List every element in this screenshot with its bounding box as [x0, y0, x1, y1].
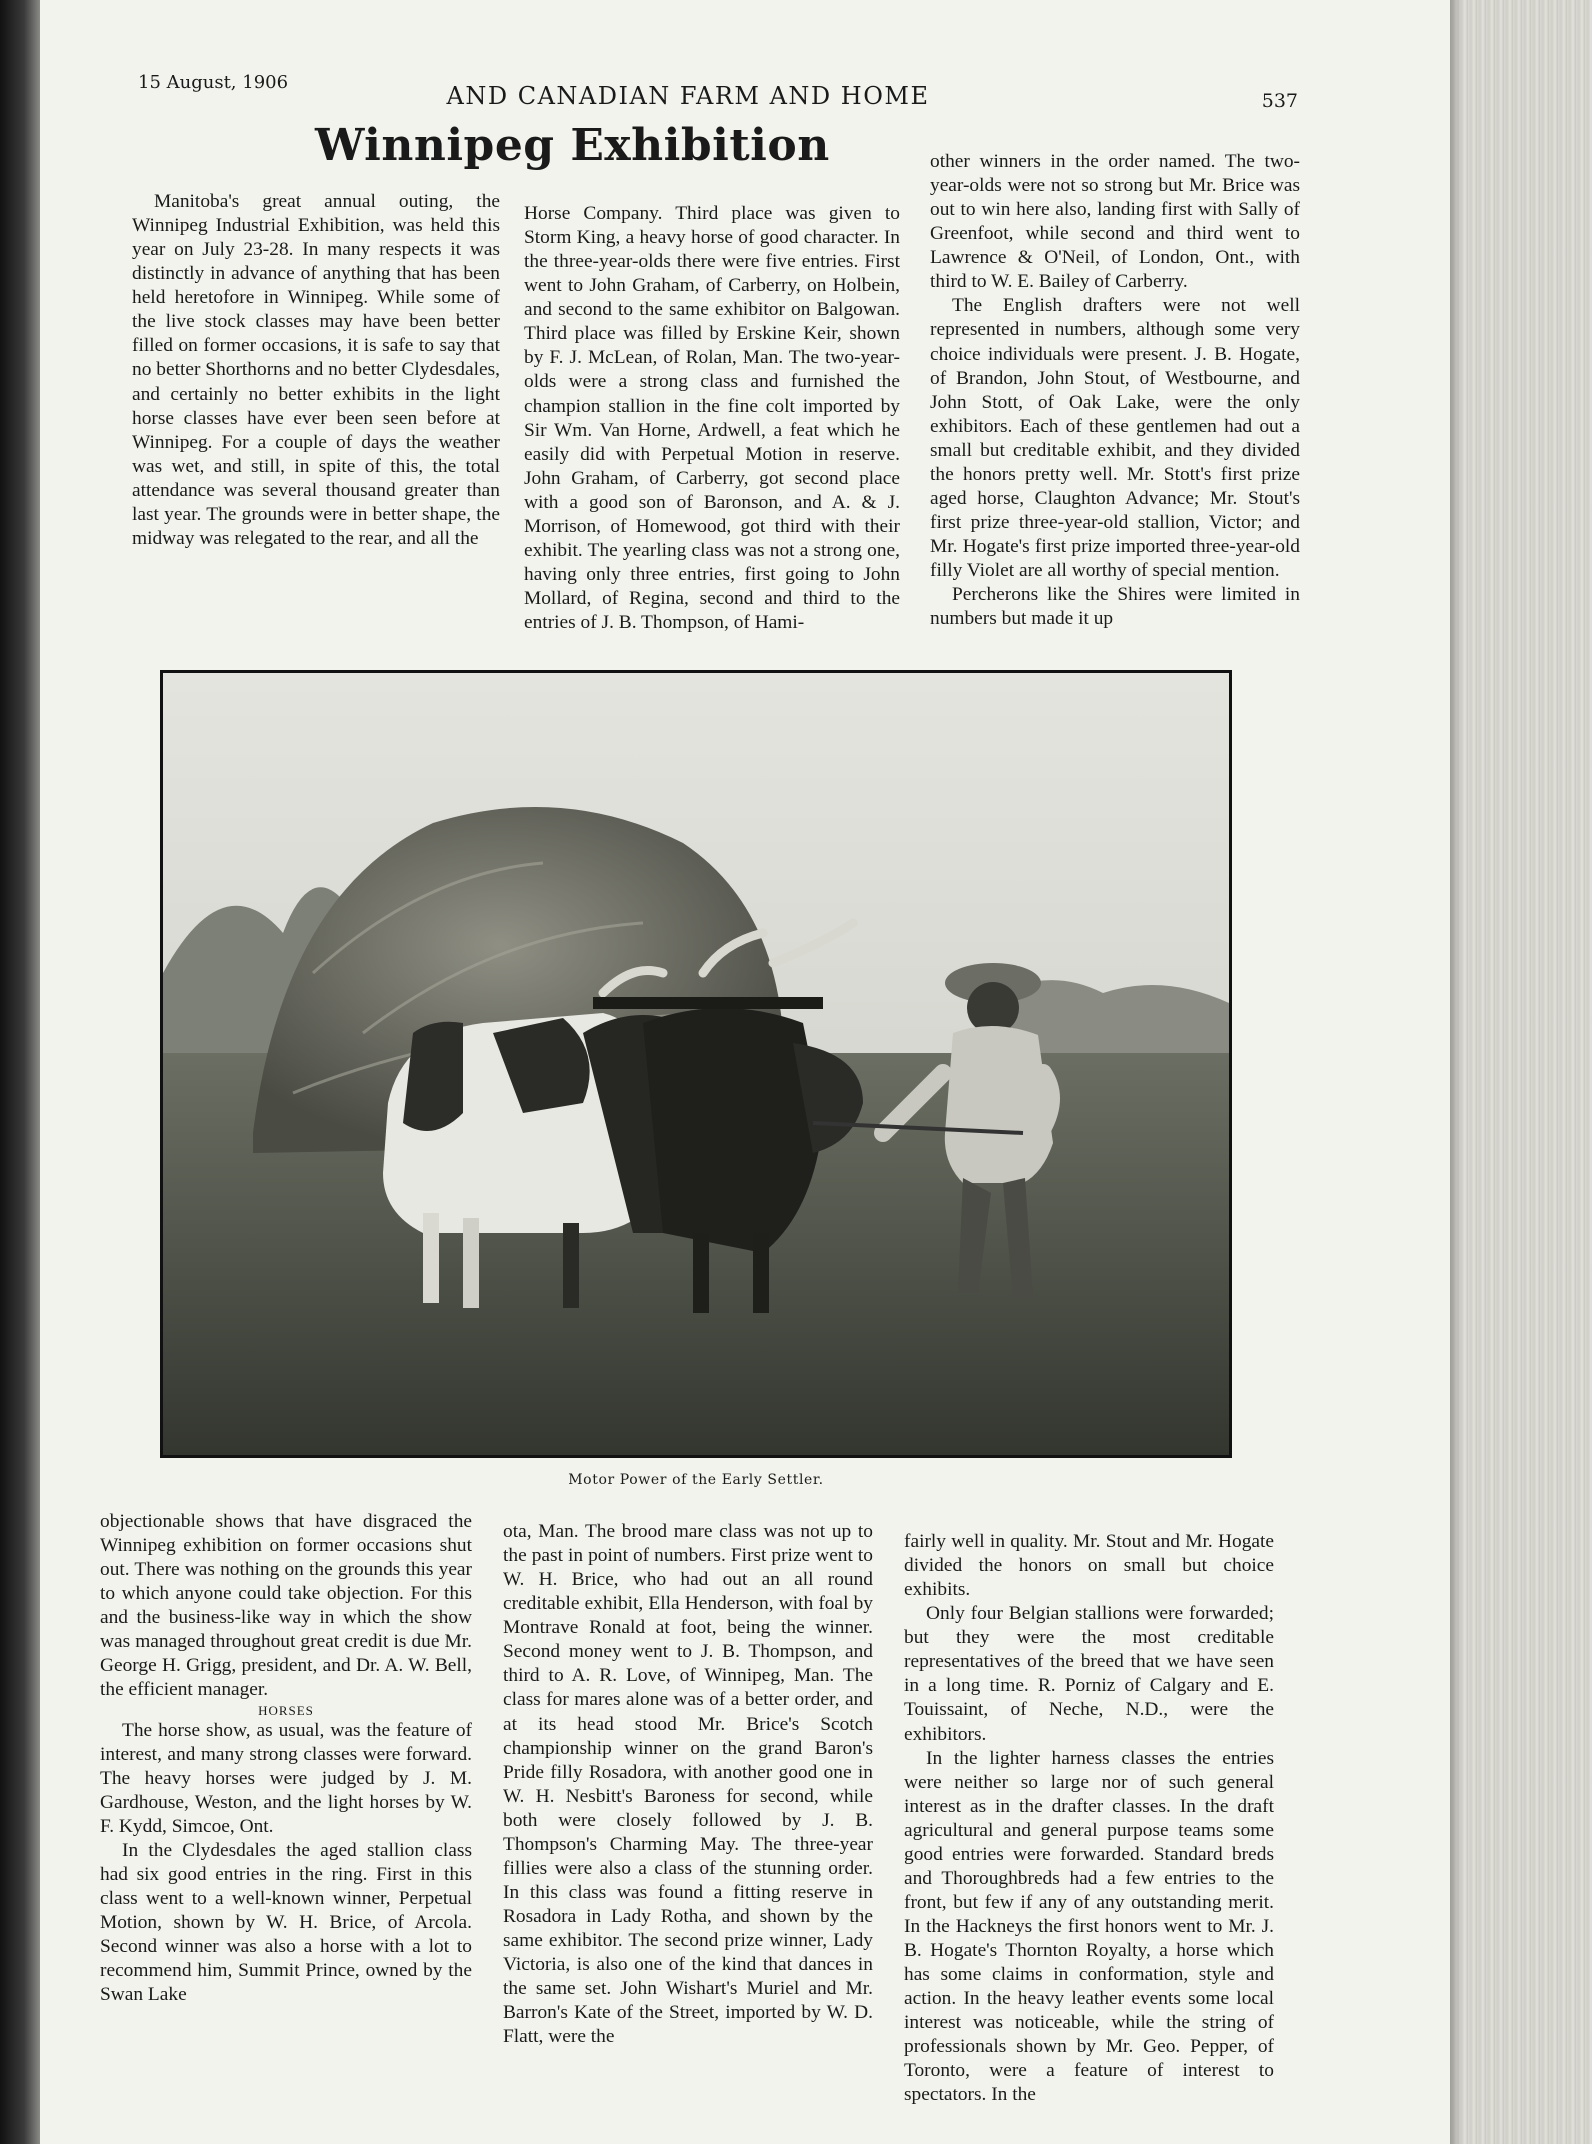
header-publication-title: AND CANADIAN FARM AND HOME: [446, 82, 930, 110]
paragraph: ota, Man. The brood mare class was not up to the past in point of numbers. First prize went to W. H. Brice, who had out an all round creditable exhibit, Ella Henderson, with foal by Montrave Ronald at foot, being the winner. Second money went to J. B. Thompson, and third to A. R. Love, of Winnipeg, Man. The class for mares alone was of a better order, and at its head stood Mr. Brice's Scotch championship winner on the grand Baron's Pride filly Rosadora, with another good one in W. H. Nesbitt's Baroness for second, while both were closely followed by J. B. Thompson's Charming May. The three-year fillies were also a class of the stunning order. In this class was found a fitting reserve in Rosadora in Lady Rotha, and shown by the same exhibitor. The second prize winner, Lady Victoria, is also one of the kind that dances in the same set. John Wishart's Muriel and Mr. Barron's Kate of the Street, imported by W. D. Flatt, were the: [503, 1521, 873, 2048]
paragraph: Horse Company. Third place was given to Storm King, a heavy horse of good character. In the three-year-olds there were five entries. First went to John Graham, of Carberry, on Holbein, and second to the same exhibitor on Balgowan. Third place was filled by Erskine Keir, shown by F. J. McLean, of Rolan, Man. The two-year-olds were a strong class and furnished the champion stallion in the fine colt imported by Sir Wm. Van Horne, Ardwell, a feat which he easily did with Perpetual Motion in reserve. John Graham, of Carberry, got second place with a good son of Baronson, and A. & J. Morrison, of Homewood, got third with their exhibit. The yearling class was not a strong one, having only three entries, first going to John Mollard, of Regina, second and third to the entries of J. B. Thompson, of Hami-: [524, 203, 900, 634]
paragraph: Manitoba's great annual outing, the Winnipeg Industrial Exhibition, was held this year on July 23-28. In many respects it was distinctly in advance of anything that has been held heretofore in Winnipeg. While some of the live stock classes may have been better filled on former occasions, it is safe to say that no better Shorthorns and no better Clydesdales, and certainly no better exhibits in the light horse classes have ever been seen before at Winnipeg. For a couple of days the weather was wet, and still, in spite of this, the total attendance was several thousand greater than last year. The grounds were in better shape, the midway was relegated to the rear, and all the: [132, 191, 500, 549]
scan-left-margin: [0, 0, 40, 2144]
section-heading-horses: HORSES: [258, 1702, 314, 1718]
article-title: Winnipeg Exhibition: [315, 120, 830, 171]
column-3-bottom: [904, 1530, 1274, 2108]
running-header: [98, 62, 1298, 112]
book-page-edges: [1450, 0, 1592, 2144]
photo-oxen-team: [160, 670, 1232, 1458]
paragraph: Percherons like the Shires were limited in numbers but made it up: [930, 584, 1300, 630]
column-1-bottom: [100, 1510, 472, 2007]
paragraph: fairly well in quality. Mr. Stout and Mr. Hogate divided the honors on small but choice exhibits.: [904, 1531, 1274, 1601]
paragraph: other winners in the order named. The two-year-olds were not so strong but Mr. Brice was out to win here also, landing first with Sally of Greenfoot, while second and third went to Lawrence & O'Neil, of London, Ont., with third to W. E. Bailey of Carberry.: [930, 151, 1300, 293]
paragraph: In the lighter harness classes the entries were neither so large nor of such general interest as in the drafter classes. In the draft agricultural and general purpose teams some good entries were forwarded. Standard breds and Thoroughbreds had a few entries to the front, but few if any of any outstanding merit. In the Hackneys the first honors went to Mr. J. B. Hogate's Thornton Royalty, a horse which has some claims in conformation, style and action. In the heavy leather events some local interest was noticeable, while the string of professionals shown by Mr. Geo. Pepper, of Toronto, were a feature of interest to spectators. In the: [904, 1747, 1274, 2106]
header-date: 15 August, 1906: [138, 72, 289, 93]
paragraph: objectionable shows that have disgraced the Winnipeg exhibition on former occasions shut out. There was nothing on the grounds this year to which anyone could take objection. For this and the business-like way in which the show was managed throughout great credit is due Mr. George H. Grigg, president, and Dr. A. W. Bell, the efficient manager.: [100, 1511, 472, 1701]
column-2-bottom: [503, 1520, 873, 2049]
column-3-top: [930, 150, 1300, 631]
header-page-number: 537: [1261, 90, 1298, 112]
photo-illustration: [163, 673, 1229, 1455]
paragraph: In the Clydesdales the aged stallion class had six good entries in the ring. First in this class went to a well-known winner, Perpetual Motion, shown by W. H. Brice, of Arcola. Second winner was also a horse with a lot to recommend him, Summit Prince, owned by the Swan Lake: [100, 1839, 472, 2006]
column-1-top: [132, 190, 500, 551]
paragraph: The English drafters were not well represented in numbers, although some very choice individuals were present. J. B. Hogate, of Brandon, John Stout, of Westbourne, and John Stott, of Oak Lake, were the only exhibitors. Each of these gentlemen had out a small but creditable exhibit, and they divided the honors pretty well. Mr. Stott's first prize aged horse, Claughton Advance; Mr. Stout's first prize three-year-old stallion, Victor; and Mr. Hogate's first prize imported three-year-old filly Violet are all worthy of special mention.: [930, 295, 1300, 582]
paragraph: The horse show, as usual, was the feature of interest, and many strong classes were forward. The heavy horses were judged by J. M. Gardhouse, Weston, and the light horses by W. F. Kydd, Simcoe, Ont.: [100, 1719, 472, 1837]
photo-caption: Motor Power of the Early Settler.: [568, 1472, 824, 1488]
paragraph: Only four Belgian stallions were forwarded; but they were the most creditable representatives of the breed that we have seen in a long time. R. Porniz of Calgary and E. Touissaint, of Neche, N.D., were the exhibitors.: [904, 1603, 1274, 1745]
column-2-top: [524, 202, 900, 635]
